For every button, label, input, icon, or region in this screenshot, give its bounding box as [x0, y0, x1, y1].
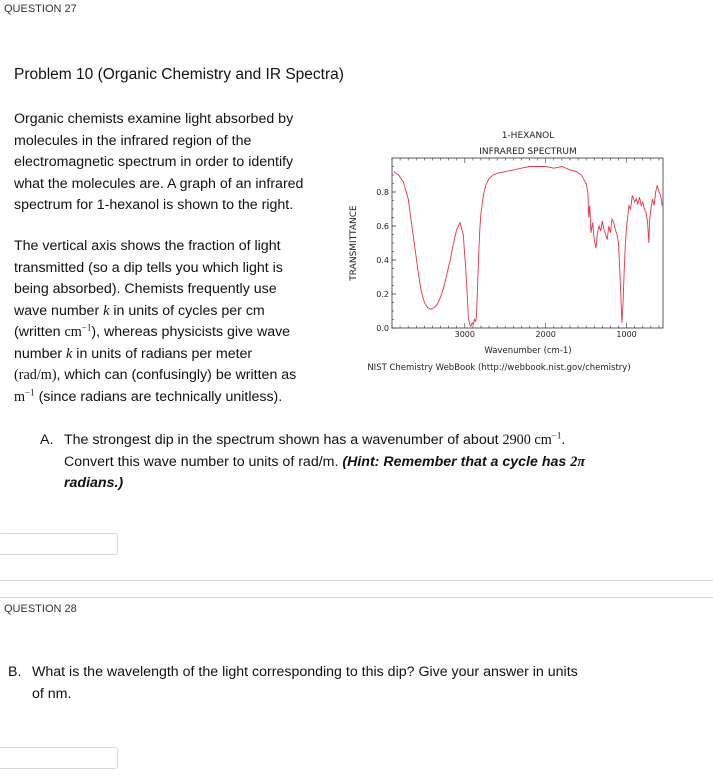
question-a: [40, 430, 680, 495]
question-a-line: Convert this wave number to units of rad/m. (Hint: Remember that a cycle has 2π: [64, 453, 586, 470]
explanation-line: The vertical axis shows the fraction of light: [14, 238, 281, 254]
section-divider: [0, 597, 713, 598]
x-axis-label: Wavenumber (cm-1): [484, 346, 572, 356]
question-28-header: QUESTION 28: [4, 603, 77, 615]
x-tick-label: 2000: [535, 330, 556, 339]
explanation-line: wave number k in units of cycles per cm: [14, 302, 265, 319]
k-symbol: k: [103, 302, 110, 319]
y-tick-label: 0.2: [376, 290, 389, 299]
wavenumber-value: 2900 cm: [502, 432, 552, 448]
question-b-line: What is the wavelength of the light corresponding to this dip? Give your answer in units: [32, 664, 578, 680]
y-tick-label: 0.6: [376, 222, 389, 231]
question-a-label: A.: [40, 432, 54, 448]
intro-paragraph: [14, 109, 303, 217]
y-tick-label: 0.8: [376, 188, 389, 197]
explanation-line: $m^{-1}$ (since radians are technically unitless).: [14, 386, 283, 405]
axis-explanation-paragraph: [14, 236, 296, 408]
y-axis-label: TRANSMITTANCE: [349, 205, 359, 281]
answer-input-27[interactable]: [0, 533, 118, 555]
chart-source-note: NIST Chemistry WebBook (http://webbook.nist.gov/chemistry): [367, 363, 631, 373]
explanation-line: (written $cm^{-1}$), whereas physicists give wave: [14, 322, 291, 340]
question-b-label: B.: [8, 664, 22, 680]
question-27-header: QUESTION 27: [4, 3, 77, 15]
chart-subtitle: INFRARED SPECTRUM: [479, 147, 577, 157]
unit-m: m: [14, 388, 26, 405]
intro-line: what the molecules are. A graph of an infrared: [14, 175, 304, 192]
question-b: [8, 662, 688, 705]
intro-line: molecules in the infrared region of the: [14, 132, 252, 149]
explanation-line: (rad/m), which can (confusingly) be written as: [14, 367, 297, 383]
spectrum-series-line: [394, 167, 663, 327]
section-divider: [0, 580, 713, 581]
y-axis-ticks: [376, 167, 396, 334]
ir-spectrum-chart: [340, 125, 680, 375]
unit-rad-m: (rad/m): [14, 367, 57, 383]
chart-title: 1-HEXANOL: [501, 131, 555, 141]
y-tick-label: 0.4: [376, 256, 389, 265]
hint-text: (Hint: Remember that a cycle has: [342, 453, 571, 470]
k-symbol: k: [66, 345, 73, 362]
intro-line: Organic chemists examine light absorbed by: [14, 111, 294, 127]
explanation-line: transmitted (so a dip tells you which light is: [14, 259, 283, 276]
unit-cm: cm: [64, 324, 82, 340]
explanation-line: number k in units of radians per meter: [14, 345, 253, 362]
question-b-line: of nm.: [32, 685, 72, 702]
question-a-line: The strongest dip in the spectrum shown has a wavenumber of about 2900 $cm^{-1}$.: [64, 430, 566, 448]
hint-text-continued: radians.): [64, 475, 124, 491]
problem-title: Problem 10 (Organic Chemistry and IR Spectra): [14, 66, 344, 83]
x-tick-label: 3000: [454, 330, 475, 339]
explanation-line: being absorbed). Chemists frequently use: [14, 281, 277, 297]
y-tick-label: 0.0: [376, 324, 389, 333]
two-pi-symbol: 2π: [570, 453, 586, 470]
plot-frame: [392, 158, 663, 328]
intro-line: electromagnetic spectrum in order to identify: [14, 154, 294, 170]
intro-line: spectrum for 1-hexanol is shown to the right.: [14, 197, 294, 213]
x-tick-label: 1000: [616, 330, 637, 339]
answer-input-28[interactable]: [0, 747, 118, 769]
